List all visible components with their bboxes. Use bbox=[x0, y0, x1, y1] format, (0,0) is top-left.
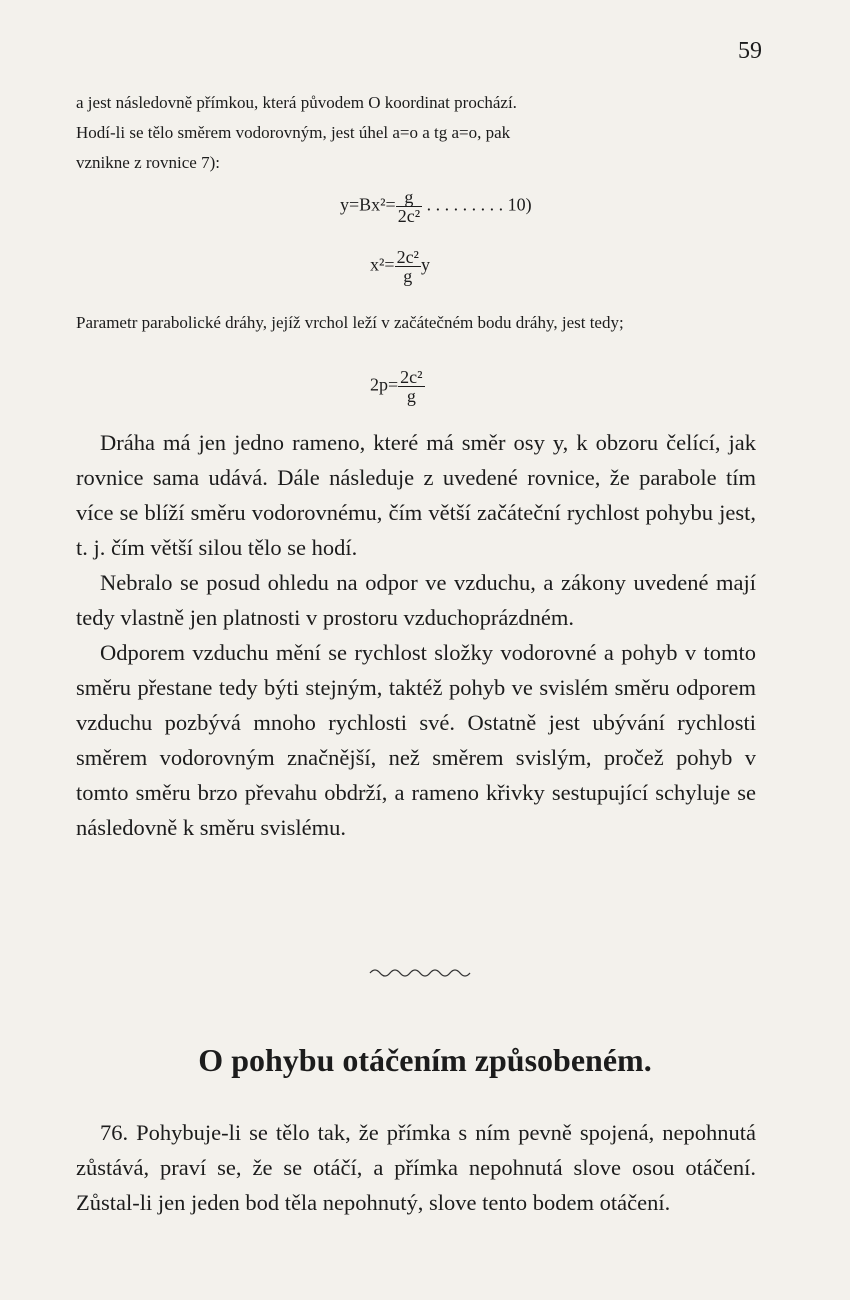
parameter-text: Parametr parabolické dráhy, jejíž vrchol leží v začátečném bodu dráhy, jest tedy; bbox=[76, 313, 624, 332]
paragraph-3: Odporem vzduchu mění se rychlost složky vodorovné a pohyb v tomto směru přestane tedy býti stejným, taktéž pohyb ve svislém směru odporem vzduchu pozbývá mnoho rychlosti své. Ostatně jest ubývání rychlosti směrem vodorovným značnější, než směrem svislým, pročež pohyb v tomto směru brzo převahu obdrží, a rameno křivky sestupující schyluje se následovně k směru svislému. bbox=[76, 640, 756, 840]
equation-x: x²= $\frac{\text{2c²}}{g}$ y bbox=[370, 247, 430, 286]
eq10-fraction: $\frac{g}{\text{2c²}}$ bbox=[397, 187, 421, 226]
eq10-label: 10) bbox=[507, 194, 532, 215]
equation-p: 2p= $\frac{\text{2c²}}{g}$ bbox=[370, 367, 423, 406]
intro-line-1: a jest následovně přímkou, která původem O koordinat prochází. bbox=[76, 93, 517, 112]
equation-10 bbox=[340, 188, 532, 225]
intro-line-3: vznikne z rovnice 7): bbox=[76, 153, 220, 172]
section-heading: O pohybu otáčením způsobeném. bbox=[198, 1042, 652, 1078]
page-number: 59 bbox=[738, 38, 762, 64]
wavy-divider bbox=[368, 965, 478, 981]
eq10-left: y=Bx²= bbox=[340, 194, 396, 215]
paragraph-76: 76. Pohybuje-li se tělo tak, že přímka s ním pevně spojená, nepohnutá zůstává, praví se, že se otáčí, a přímka nepohnutá slove osou otáčení. Zůstal-li jen jeden bod těla nepohnutý, slove tento bodem otáčení. bbox=[76, 1120, 756, 1215]
main-text bbox=[76, 425, 756, 845]
intro-line-2: Hodí-li se tělo směrem vodorovným, jest úhel a=o a tg a=o, pak bbox=[76, 123, 511, 142]
eq10-dots: . . . . . . . . . bbox=[426, 194, 504, 215]
paragraph-1: Dráha má jen jedno rameno, které má směr osy y, k obzoru čelící, jak rovnice sama udává. Dále následuje z uvedené rovnice, že parabole tím více se blíží směru vodorovnému, čím větší začáteční rychlost pohybu jest, t. j. čím větší silou tělo se hodí. bbox=[76, 430, 756, 560]
eq-p-fraction: $\frac{\text{2c²}}{g}$ bbox=[400, 367, 423, 406]
eq-x-fraction: $\frac{\text{2c²}}{g}$ bbox=[396, 247, 419, 286]
paragraph-2: Nebralo se posud ohledu na odpor ve vzduchu, a zákony uvedené mají tedy vlastně jen platnosti v prostoru vzduchoprázdném. bbox=[76, 570, 756, 630]
intro-text bbox=[76, 88, 756, 178]
section-76 bbox=[76, 1115, 756, 1220]
